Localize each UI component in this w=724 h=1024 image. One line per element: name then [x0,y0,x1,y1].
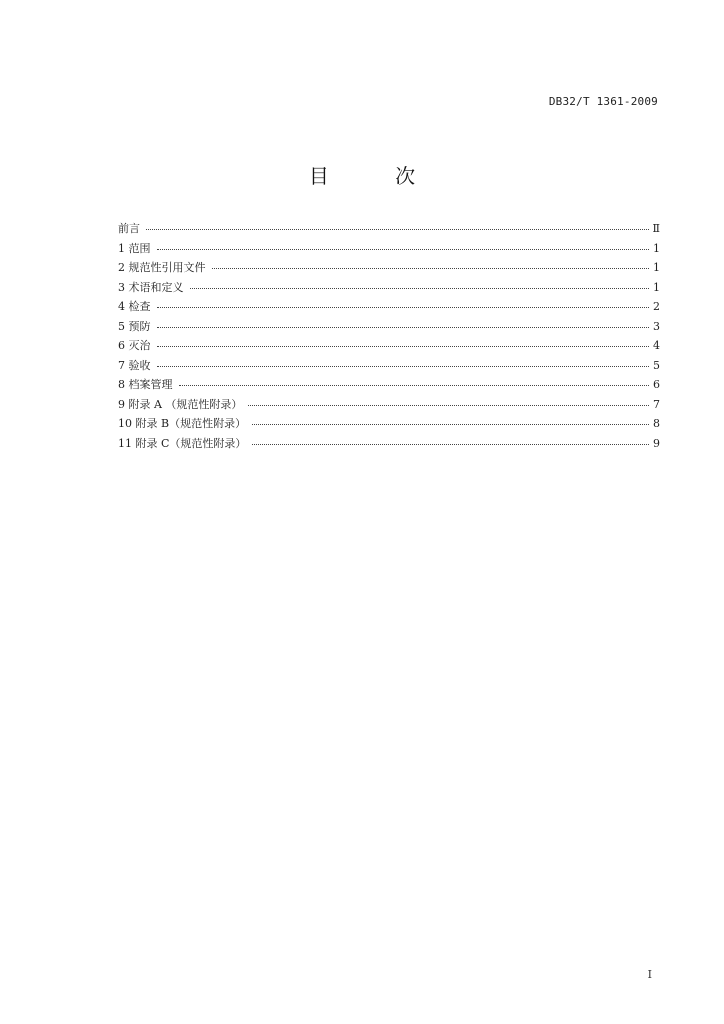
dot-leader [157,366,650,367]
toc-entry-prevention[interactable] [118,318,660,338]
dot-leader [252,444,649,445]
toc-entry-page: Ⅱ [652,222,660,235]
toc-entry-label: 6 灭治 [118,339,151,352]
toc-entry-page: 6 [653,378,660,391]
dot-leader [248,405,649,406]
toc-entry-label: 5 预防 [118,319,151,333]
toc-entry-label: 9 附录 A （规范性附录） [118,397,243,411]
toc-entry-page: 2 [653,300,660,313]
toc-entry-page: 7 [653,397,660,411]
toc-entry-inspection[interactable] [118,298,660,318]
toc-entry-label: 11 附录 C（规范性附录） [118,436,247,450]
dot-leader [190,288,650,289]
toc-entry-label: 前言 [118,222,140,235]
toc-entry-page: 3 [653,319,660,333]
document-code: DB32/T 1361-2009 [548,95,658,108]
toc-entry-label: 7 验收 [118,358,151,372]
toc-entry-label: 4 检查 [118,300,151,313]
toc-entry-label: 1 范围 [118,241,151,255]
toc-entry-page: 1 [653,261,660,274]
toc-entry-page: 9 [653,436,660,450]
toc-entry-terms-definitions[interactable] [118,279,660,299]
toc-entry-label: 8 档案管理 [118,378,173,391]
toc-entry-acceptance[interactable] [118,357,660,377]
dot-leader [157,307,650,308]
toc-entry-records-management[interactable] [118,376,660,396]
toc-entry-normative-references[interactable] [118,259,660,279]
toc-entry-label: 2 规范性引用文件 [118,261,206,274]
page-number: I [647,968,652,981]
dot-leader [157,346,650,347]
table-of-contents [118,220,660,454]
page-title: 目 次 [308,164,446,188]
toc-entry-page: 1 [653,241,660,255]
toc-entry-label: 10 附录 B（规范性附录） [118,417,247,430]
dot-leader [157,327,650,328]
toc-entry-preface[interactable] [118,220,660,240]
toc-entry-label: 3 术语和定义 [118,280,184,294]
dot-leader [146,229,649,230]
toc-entry-appendix-c[interactable] [118,435,660,455]
toc-entry-scope[interactable] [118,240,660,260]
dot-leader [179,385,650,386]
dot-leader [157,249,650,250]
toc-entry-appendix-b[interactable] [118,415,660,435]
dot-leader [212,268,650,269]
toc-entry-appendix-a[interactable] [118,396,660,416]
toc-entry-page: 5 [653,358,660,372]
dot-leader [252,424,649,425]
toc-entry-extermination[interactable] [118,337,660,357]
toc-entry-page: 8 [653,417,660,430]
toc-entry-page: 4 [653,339,660,352]
toc-entry-page: 1 [653,280,660,294]
